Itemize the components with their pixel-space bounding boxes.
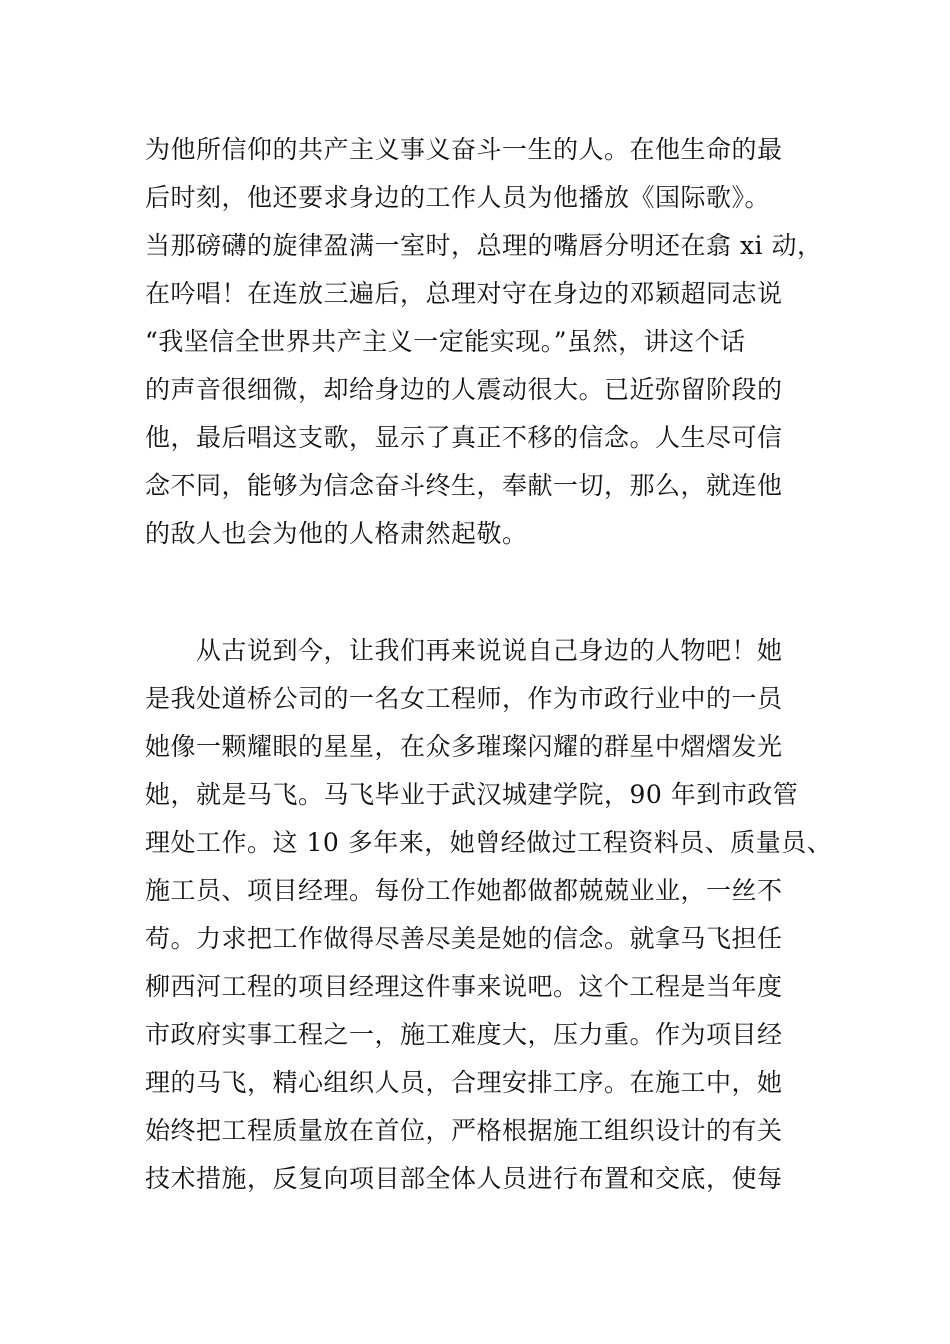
text-line: 她像一颗耀眼的星星，在众多璀璨闪耀的群星中熠熠发光 <box>145 732 783 761</box>
paragraph-1 <box>145 126 835 558</box>
text-line: 从古说到今，让我们再来说说自己身边的人物吧！她 <box>145 636 783 665</box>
text-line: 后时刻，他还要求身边的工作人员为他播放《国际歌》。 <box>145 183 771 212</box>
text-line: 理的马飞，精心组织人员，合理安排工序。在施工中，她 <box>145 1068 783 1097</box>
text-line: 施工员、项目经理。每份工作她都做都兢兢业业，一丝不 <box>145 876 783 905</box>
paragraph-2 <box>145 627 835 1203</box>
text-line: “我坚信全世界共产主义一定能实现。”虽然，讲这个话 <box>145 327 746 356</box>
text-line: 为他所信仰的共产主义事义奋斗一生的人。在他生命的最 <box>145 135 783 164</box>
text-line: 他，最后唱这支歌，显示了真正不移的信念。人生尽可信 <box>145 423 783 452</box>
text-line: 苟。力求把工作做得尽善尽美是她的信念。就拿马飞担任 <box>145 924 783 953</box>
text-line: 市政府实事工程之一，施工难度大，压力重。作为项目经 <box>145 1020 783 1049</box>
text-line: 技术措施，反复向项目部全体人员进行布置和交底，使每 <box>145 1164 783 1193</box>
text-line: 始终把工程质量放在首位，严格根据施工组织设计的有关 <box>145 1116 783 1145</box>
text-line: 念不同，能够为信念奋斗终生，奉献一切，那么，就连他 <box>145 471 783 500</box>
text-line: 是我处道桥公司的一名女工程师，作为市政行业中的一员 <box>145 684 783 713</box>
text-line: 在吟唱！在连放三遍后，总理对守在身边的邓颖超同志说 <box>145 279 783 308</box>
text-line: 的敌人也会为他的人格肃然起敬。 <box>145 519 528 548</box>
text-line: 理处工作。这 10 多年来，她曾经做过工程资料员、质量员、 <box>145 828 833 857</box>
text-line: 柳西河工程的项目经理这件事来说吧。这个工程是当年度 <box>145 972 783 1001</box>
text-line: 当那磅礴的旋律盈满一室时，总理的嘴唇分明还在翕 xi 动， <box>145 231 823 260</box>
text-line: 的声音很细微，却给身边的人震动很大。已近弥留阶段的 <box>145 375 783 404</box>
text-line: 她，就是马飞。马飞毕业于武汉城建学院，90 年到市政管 <box>145 780 799 809</box>
